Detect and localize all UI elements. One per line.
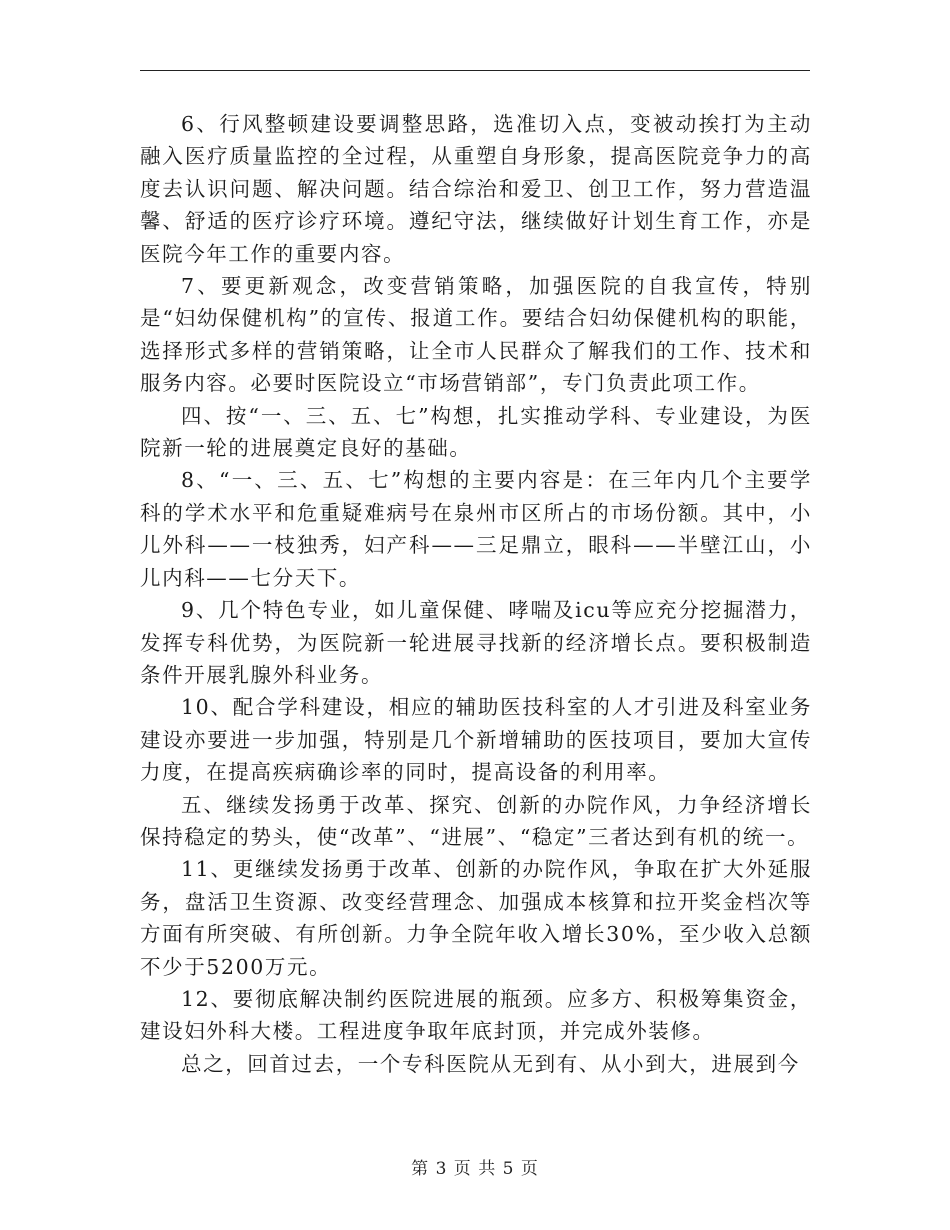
page-footer	[0, 1154, 950, 1179]
section-heading-4: 四、按“一、三、五、七”构想，扎实推动学科、专业建设，为医院新一轮的进展奠定良好的基础。	[140, 403, 812, 461]
paragraph-7: 7、要更新观念，改变营销策略，加强医院的自我宣传，特别是“妇幼保健机构”的宣传、报道工作。要结合妇幼保健机构的职能，选择形式多样的营销策略，让全市人民群众了解我们的工作、技术和服务内容。必要时医院设立“市场营销部”，专门负责此项工作。	[140, 274, 812, 396]
paragraph-11: 11、更继续发扬勇于改革、创新的办院作风，争取在扩大外延服务，盘活卫生资源、改变经营理念、加强成本核算和拉开奖金档次等方面有所突破、有所创新。力争全院年收入增长30%，至少收入总额不少于5200万元。	[140, 857, 812, 979]
paragraph-8: 8、“一、三、五、七”构想的主要内容是：在三年内几个主要学科的学术水平和危重疑难病号在泉州市区所占的市场份额。其中，小儿外科——一枝独秀，妇产科——三足鼎立，眼科——半壁江山，小儿内科——七分天下。	[140, 468, 812, 590]
paragraph-12: 12、要彻底解决制约医院进展的瓶颈。应多方、积极筹集资金，建设妇外科大楼。工程进度争取年底封顶，并完成外装修。	[140, 986, 812, 1044]
document-body	[140, 108, 812, 1080]
paragraph-9: 9、几个特色专业，如儿童保健、哮喘及icu等应充分挖掘潜力，发挥专科优势，为医院新一轮进展寻找新的经济增长点。要积极制造条件开展乳腺外科业务。	[140, 598, 812, 687]
paragraph-6: 6、行风整顿建设要调整思路，选准切入点，变被动挨打为主动融入医疗质量监控的全过程，从重塑自身形象，提高医院竞争力的高度去认识问题、解决问题。结合综治和爱卫、创卫工作，努力营造温馨、舒适的医疗诊疗环境。遵纪守法，继续做好计划生育工作，亦是医院今年工作的重要内容。	[140, 112, 812, 266]
page-number-label: 第 3 页 共 5 页	[411, 1159, 539, 1179]
paragraph-10: 10、配合学科建设，相应的辅助医技科室的人才引进及科室业务建设亦要进一步加强，特别是几个新增辅助的医技项目，要加大宣传力度，在提高疾病确诊率的同时，提高设备的利用率。	[140, 695, 812, 785]
header-rule	[140, 70, 810, 71]
paragraph-summary: 总之，回首过去，一个专科医院从无到有、从小到大，进展到今	[181, 1051, 800, 1076]
section-heading-5: 五、继续发扬勇于改革、探究、创新的办院作风，力争经济增长保持稳定的势头，使“改革”、“进展”、“稳定”三者达到有机的统一。	[140, 792, 812, 849]
